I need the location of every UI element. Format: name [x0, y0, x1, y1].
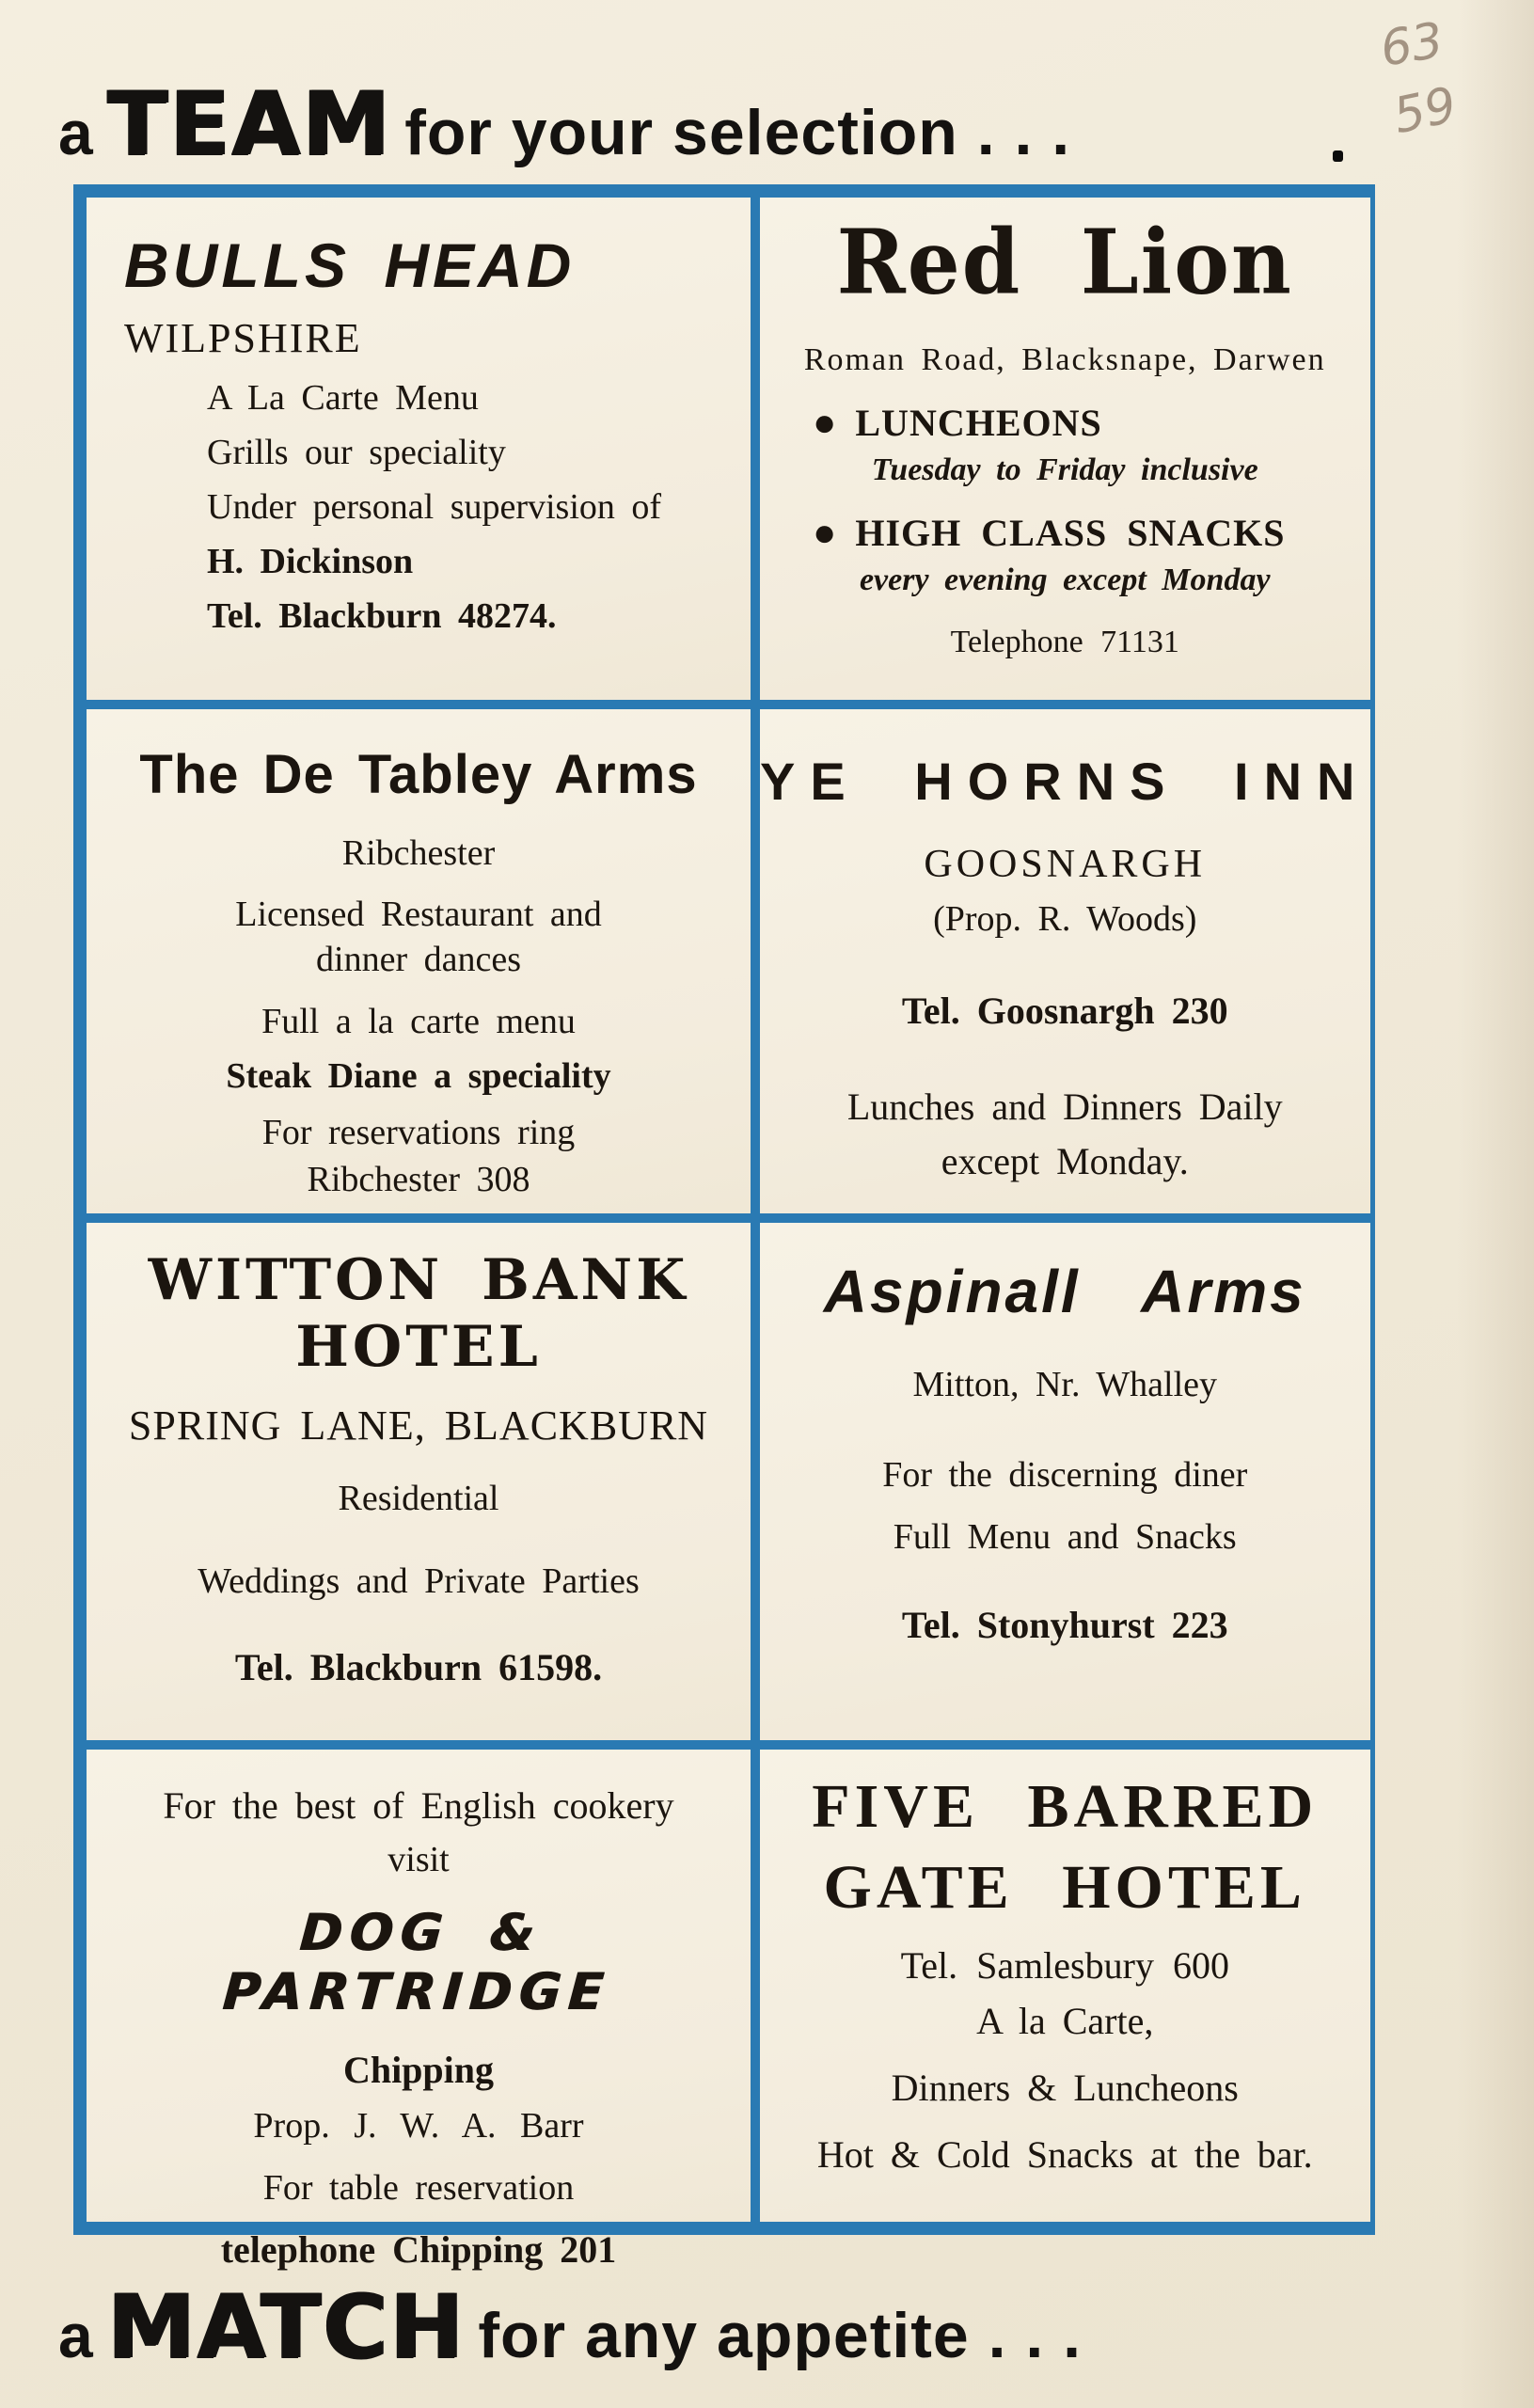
- ad-five-barred-gate-hotel: [760, 1750, 1370, 2222]
- red-lion-bullet2-detail: every evening except Monday: [859, 562, 1271, 597]
- ad-de-tabley-arms: [87, 709, 751, 1213]
- dog-proprietor: Prop. J. W. A. Barr: [253, 2106, 584, 2146]
- ad-bulls-head: [87, 198, 751, 700]
- dog-location: Chipping: [342, 2049, 495, 2091]
- dog-title: DOG & PARTRIDGE: [220, 1903, 613, 2021]
- red-lion-bullet-row: [760, 511, 1370, 555]
- de-tabley-line: For reservations ring: [261, 1113, 576, 1152]
- red-lion-bullet2: HIGH CLASS SNACKS: [855, 512, 1286, 554]
- red-lion-bullet1: LUNCHEONS: [855, 402, 1102, 444]
- witton-title: [149, 1247, 689, 1381]
- bulls-head-line: Grills our speciality: [207, 433, 506, 472]
- aspinall-line: For the discerning diner: [882, 1455, 1248, 1495]
- de-tabley-title: The De Tabley Arms: [139, 744, 698, 805]
- header-emphasis: TEAM: [106, 73, 391, 176]
- ad-ye-horns-inn: [760, 709, 1370, 1213]
- bulls-head-phone: Tel. Blackburn 48274.: [207, 596, 557, 636]
- handwritten-number-bottom: 59: [1388, 76, 1462, 146]
- ye-horns-hours-line: Lunches and Dinners Daily: [846, 1085, 1283, 1128]
- five-barred-title-line: FIVE BARRED: [812, 1772, 1319, 1841]
- bulls-head-location: WILPSHIRE: [124, 315, 362, 361]
- page-footer: [58, 2276, 1082, 2379]
- five-barred-title-line: GATE HOTEL: [823, 1852, 1306, 1922]
- ye-horns-hours: [847, 1080, 1283, 1189]
- de-tabley-location: Ribchester: [341, 833, 496, 873]
- ye-horns-title: YE HORNS INN: [760, 752, 1370, 811]
- page-header: [58, 73, 1070, 176]
- header-prefix: a: [58, 98, 93, 167]
- witton-title-line: HOTEL: [295, 1313, 542, 1380]
- de-tabley-line: Licensed Restaurant and dinner dances: [235, 895, 602, 979]
- witton-phone: Tel. Blackburn 61598.: [234, 1645, 603, 1688]
- bulls-head-line: A La Carte Menu: [207, 378, 479, 418]
- dog-intro: For the best of English cookery: [163, 1784, 674, 1827]
- five-barred-line: A la Carte,: [976, 1999, 1154, 2042]
- ad-red-lion: [760, 198, 1370, 700]
- handwritten-number-top: 63: [1376, 12, 1447, 78]
- footer-prefix: a: [58, 2301, 93, 2370]
- ye-horns-hours-line: except Monday.: [941, 1140, 1189, 1182]
- aspinall-line: Full Menu and Snacks: [893, 1517, 1237, 1557]
- aspinall-location: Mitton, Nr. Whalley: [912, 1365, 1217, 1404]
- footer-suffix: for any appetite . . .: [478, 2300, 1083, 2371]
- footer-emphasis: MATCH: [106, 2276, 465, 2379]
- red-lion-phone: Telephone 71131: [950, 625, 1179, 659]
- red-lion-title: Red Lion: [836, 208, 1293, 315]
- witton-line: Residential: [338, 1478, 499, 1518]
- ad-dog-and-partridge: [87, 1750, 751, 2271]
- five-barred-phone: Tel. Samlesbury 600: [900, 1943, 1229, 1987]
- five-barred-line: Hot & Cold Snacks at the bar.: [816, 2132, 1313, 2176]
- de-tabley-line: Full a la carte menu: [261, 1002, 576, 1041]
- witton-title-line: WITTON BANK: [148, 1247, 689, 1313]
- five-barred-title: [812, 1766, 1318, 1928]
- witton-line: Weddings and Private Parties: [198, 1560, 640, 1601]
- ye-horns-phone: Tel. Goosnargh 230: [901, 990, 1228, 1032]
- aspinall-phone: Tel. Stonyhurst 223: [901, 1604, 1228, 1646]
- dog-visit: visit: [387, 1840, 450, 1879]
- bullet-icon: ●: [813, 511, 837, 555]
- witton-address: SPRING LANE, BLACKBURN: [128, 1402, 709, 1449]
- red-lion-bullet-row: [760, 401, 1370, 445]
- de-tabley-speciality: Steak Diane a speciality: [226, 1056, 611, 1096]
- ink-speck: [1333, 150, 1343, 162]
- dog-line: For table reservation: [262, 2168, 575, 2208]
- bullet-icon: ●: [813, 401, 837, 445]
- header-suffix: for your selection . . .: [404, 97, 1071, 168]
- dog-phone: telephone Chipping 201: [220, 2228, 617, 2271]
- de-tabley-phone: Ribchester 308: [307, 1160, 530, 1199]
- advert-grid: [73, 184, 1375, 2271]
- aspinall-title: Aspinall Arms: [823, 1258, 1306, 1325]
- ye-horns-location: GOOSNARGH: [924, 843, 1207, 886]
- ye-horns-proprietor: (Prop. R. Woods): [933, 899, 1197, 939]
- ad-witton-bank-hotel: [87, 1223, 751, 1740]
- bulls-head-proprietor: H. Dickinson: [207, 542, 414, 581]
- bulls-head-title: BULLS HEAD: [124, 230, 576, 300]
- five-barred-line: Dinners & Luncheons: [891, 2066, 1239, 2109]
- red-lion-address: Roman Road, Blacksnape, Darwen: [803, 342, 1326, 377]
- ad-aspinall-arms: [760, 1223, 1370, 1740]
- bulls-head-body: [207, 377, 717, 637]
- bulls-head-line: Under personal supervision of: [207, 487, 662, 527]
- red-lion-bullet1-detail: Tuesday to Friday inclusive: [871, 452, 1258, 487]
